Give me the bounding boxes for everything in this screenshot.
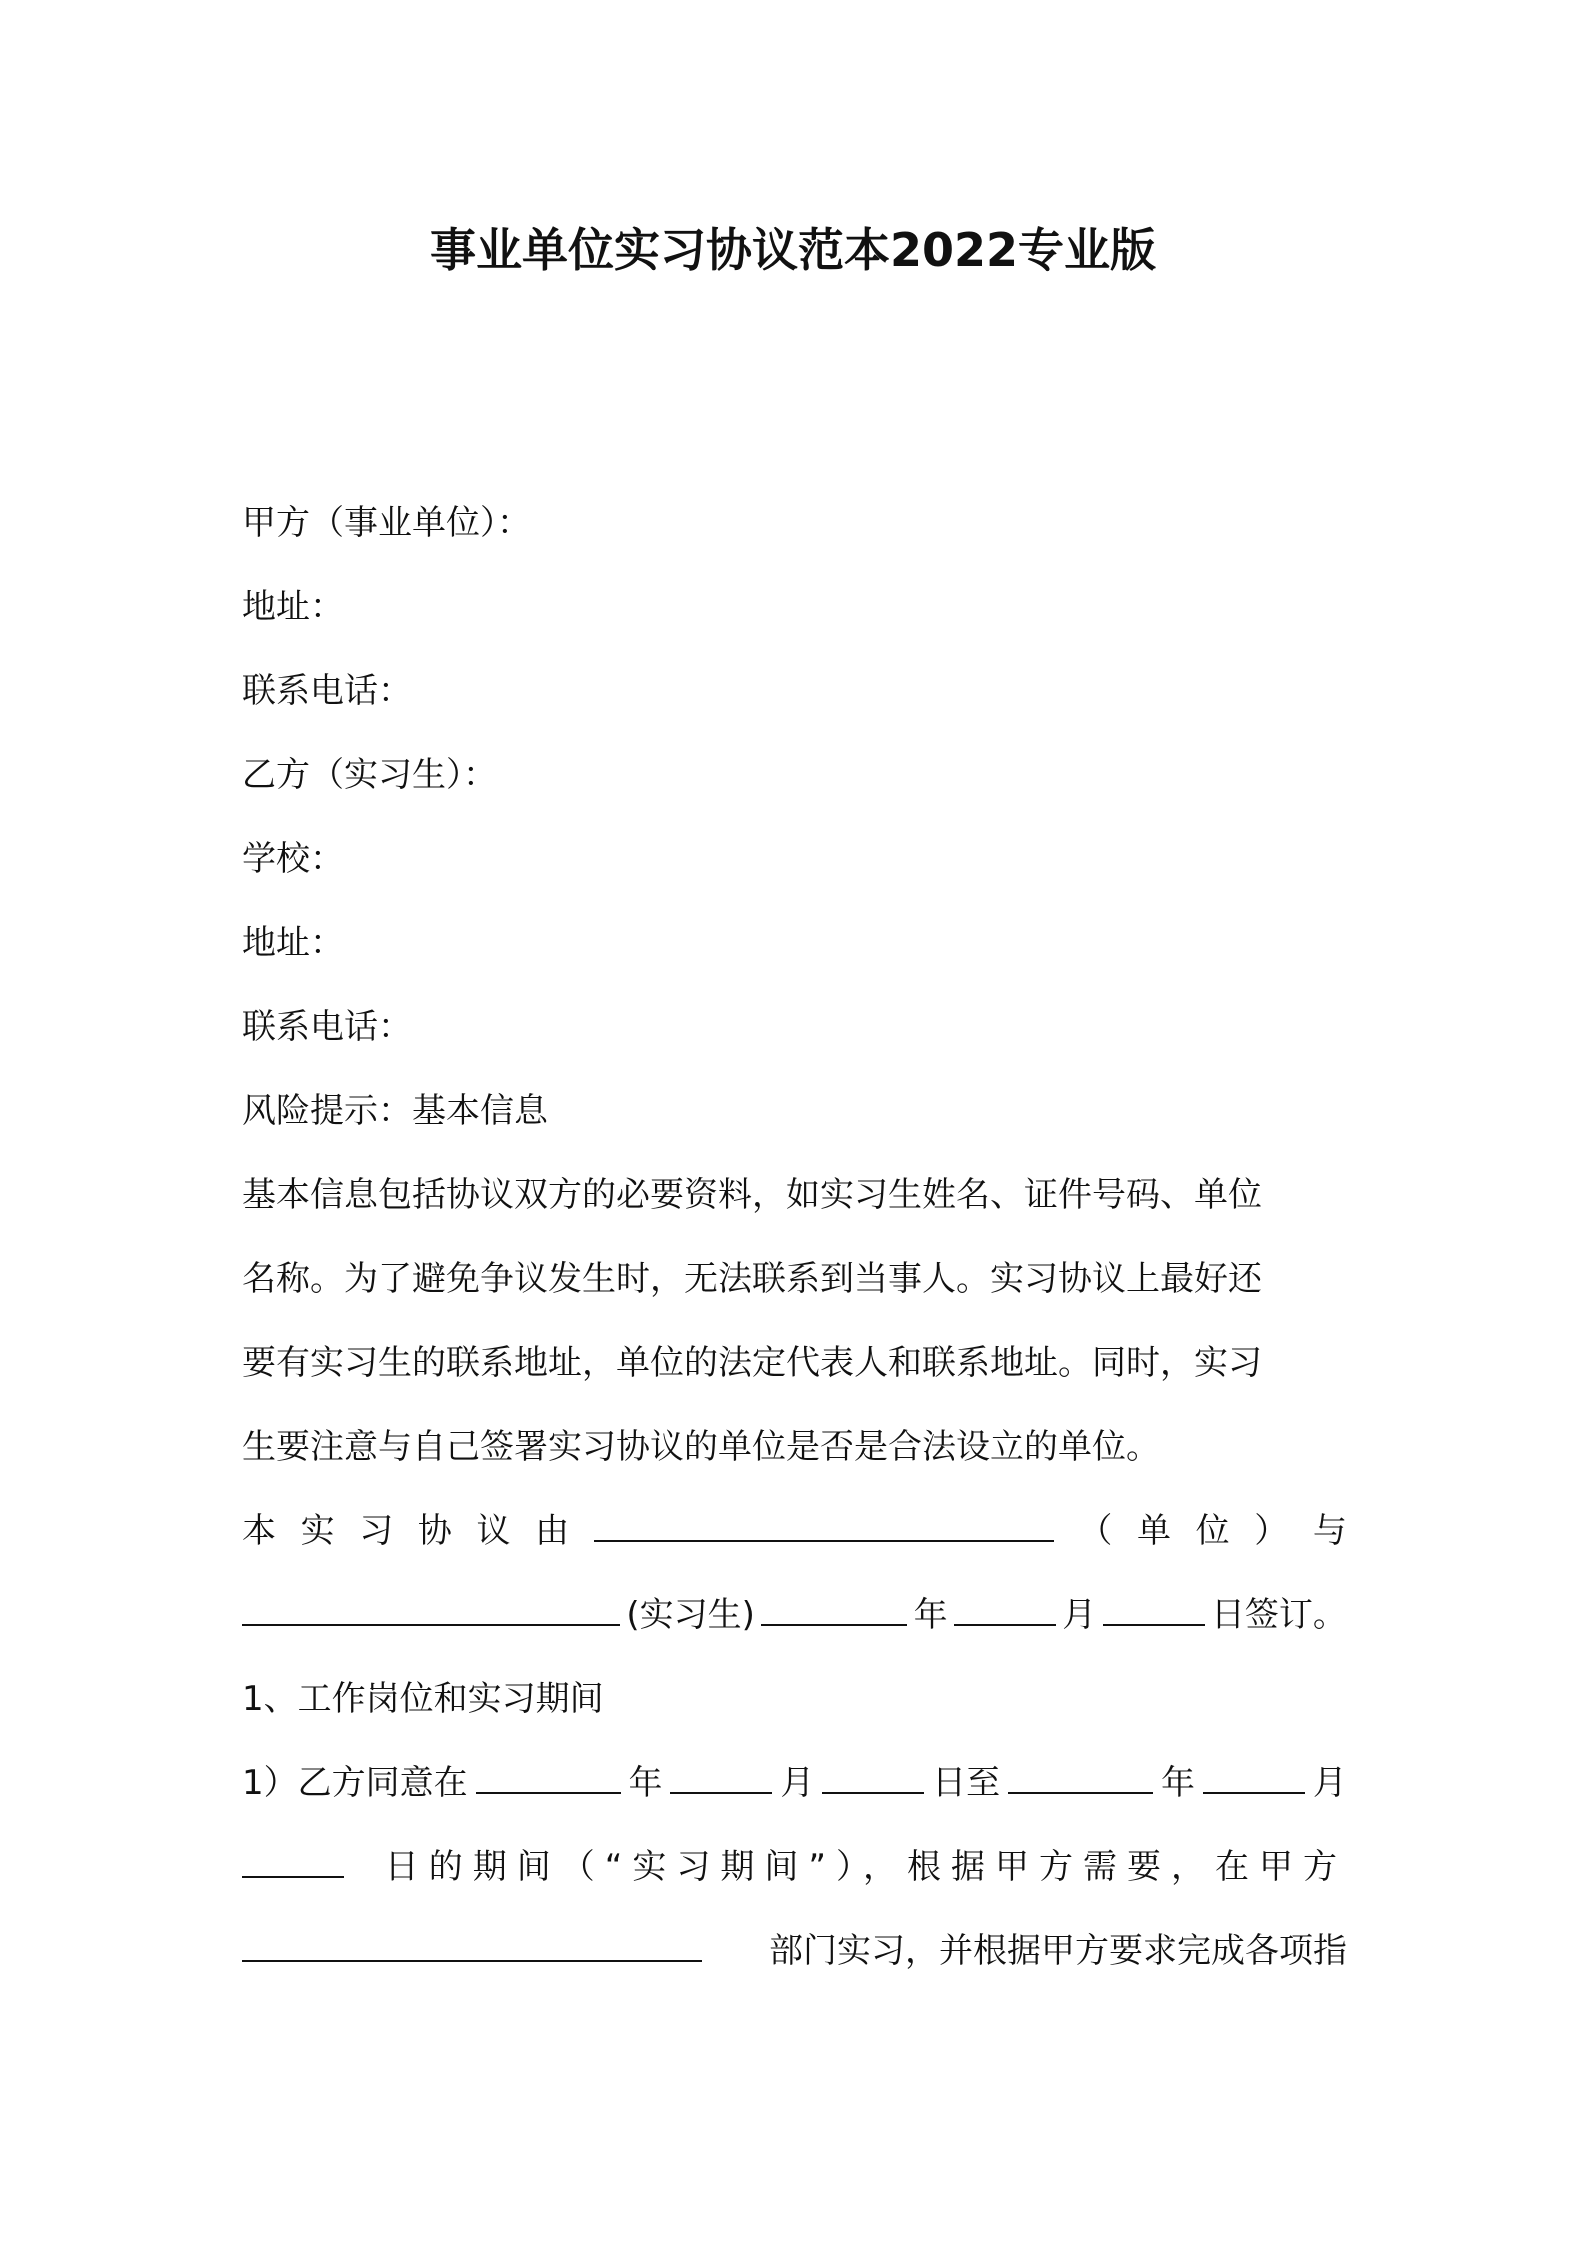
day-signed-text: 日签订。: [1210, 1595, 1347, 1635]
signing-char: 习: [359, 1511, 394, 1551]
risk-paragraph-line: 基本信息包括协议双方的必要资料，如实习生姓名、证件号码、单位: [242, 1175, 1262, 1215]
party-b-school-label: 学校：: [242, 839, 344, 879]
party-b-label: 乙方（实习生）：: [242, 755, 497, 795]
party-a-address-label: 地址：: [242, 587, 344, 627]
party-b-phone-label: 联系电话：: [242, 1007, 412, 1047]
dept-text: 部门实习，并根据甲方要求完成各项指: [769, 1931, 1347, 1971]
unit-name-blank: [594, 1506, 1054, 1542]
signing-char: 本: [242, 1511, 276, 1551]
signing-char: 实: [300, 1511, 335, 1551]
month-text: 月: [1312, 1763, 1347, 1803]
section1-item1-line3: [242, 1926, 1347, 1976]
signing-char: 位: [1195, 1511, 1230, 1551]
sign-year-blank: [761, 1590, 907, 1626]
section1-item1-line2: [242, 1842, 1347, 1892]
start-day-blank: [822, 1758, 924, 1794]
risk-paragraph-line: 生要注意与自己签署实习协议的单位是否是合法设立的单位。: [242, 1427, 1160, 1467]
sign-day-blank: [1103, 1590, 1205, 1626]
signing-char: 单: [1137, 1511, 1171, 1551]
party-a-label: 甲方（事业单位）：: [242, 503, 531, 543]
year-text: 年: [1161, 1763, 1196, 1803]
end-month-blank: [1203, 1758, 1305, 1794]
risk-paragraph-line: 名称。为了避免争议发生时，无法联系到当事人。实习协议上最好还: [242, 1259, 1262, 1299]
signing-char: （: [1078, 1511, 1113, 1551]
month-text: 月: [1062, 1595, 1097, 1635]
section1-heading: 1、工作岗位和实习期间: [242, 1679, 604, 1719]
risk-paragraph-line: 要有实习生的联系地址，单位的法定代表人和联系地址。同时，实习: [242, 1343, 1262, 1383]
day-to-text: 日至: [932, 1763, 1001, 1803]
end-year-blank: [1008, 1758, 1153, 1794]
start-month-blank: [670, 1758, 772, 1794]
signing-char: 协: [417, 1511, 452, 1551]
sign-month-blank: [954, 1590, 1056, 1626]
signing-line-1: [242, 1506, 1347, 1556]
department-blank: [242, 1926, 702, 1962]
section1-item1-line1: [242, 1758, 1347, 1808]
document-title: 事业单位实习协议范本2022专业版: [429, 223, 1157, 277]
student-label: (实习生): [626, 1595, 755, 1635]
student-name-blank: [242, 1590, 620, 1626]
month-text: 月: [780, 1763, 815, 1803]
signing-line-2: [242, 1590, 1347, 1640]
signing-char: 议: [476, 1511, 511, 1551]
end-day-blank: [242, 1842, 344, 1878]
item1-prefix: 1）乙方同意在: [242, 1763, 468, 1803]
year-text: 年: [913, 1595, 948, 1635]
period-text: 日的期间（“实习期间”），根据甲方需要，在甲方: [384, 1847, 1347, 1887]
signing-char: ）: [1254, 1511, 1289, 1551]
risk-heading: 风险提示：基本信息: [242, 1091, 548, 1131]
party-b-address-label: 地址：: [242, 923, 344, 963]
year-text: 年: [628, 1763, 663, 1803]
signing-char: 与: [1312, 1511, 1347, 1551]
party-a-phone-label: 联系电话：: [242, 671, 412, 711]
start-year-blank: [476, 1758, 621, 1794]
signing-char: 由: [535, 1511, 570, 1551]
